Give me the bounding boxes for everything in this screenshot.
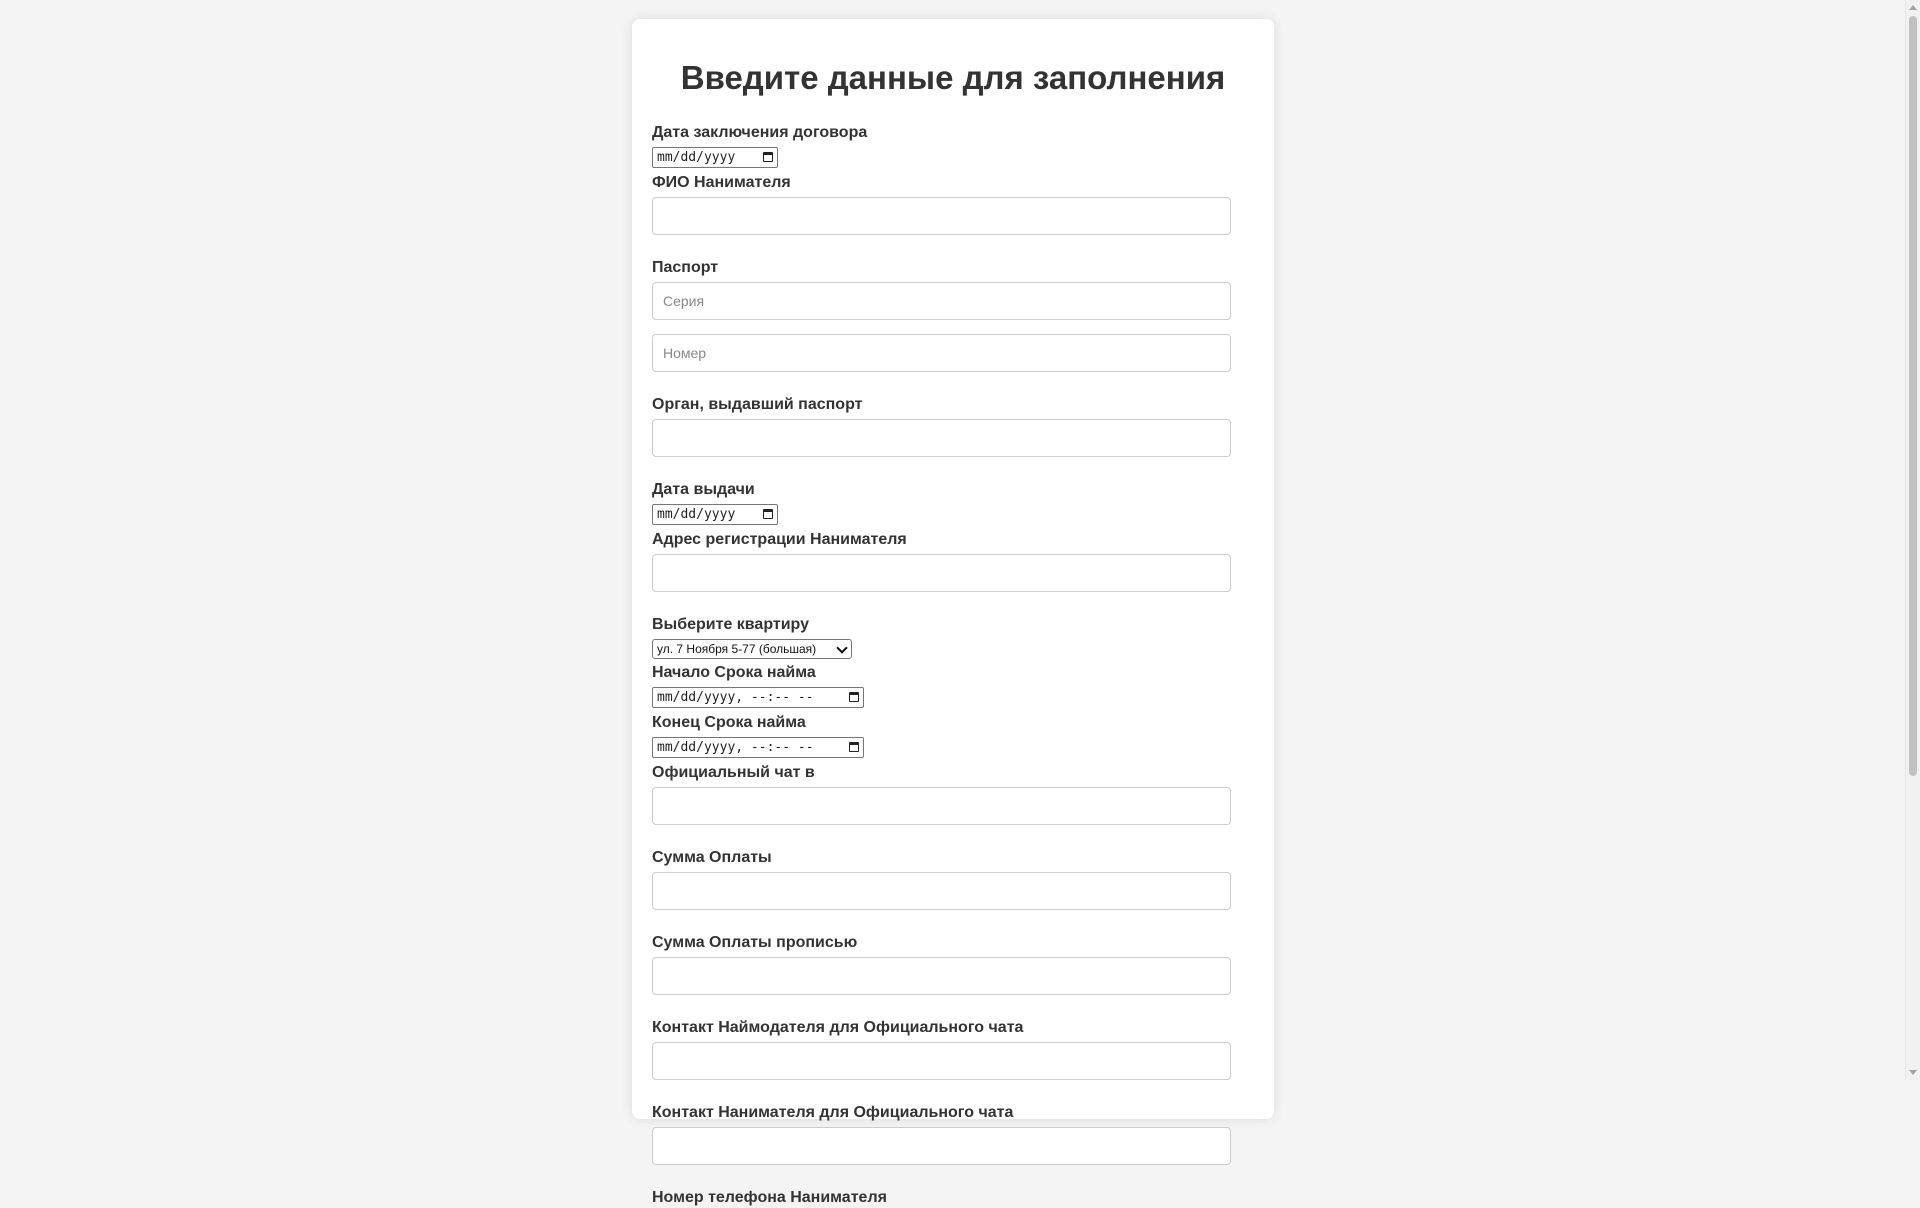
payment-sum-words-label: Сумма Оплаты прописью xyxy=(652,934,858,951)
page-title: Введите данные для заполнения xyxy=(680,59,1226,96)
tenant-name-input[interactable] xyxy=(652,197,1231,235)
tenant-contact-label: Контакт Нанимателя для Официального чата xyxy=(652,1104,1014,1121)
payment-sum-input[interactable] xyxy=(652,872,1231,910)
term-end-input[interactable] xyxy=(652,737,864,758)
apartment-label: Выберите квартиру xyxy=(652,616,810,633)
chevron-down-icon xyxy=(836,642,847,653)
apartment-selected-value: ул. 7 Ноября 5-77 (большая) xyxy=(657,642,817,656)
term-start-input[interactable] xyxy=(652,687,864,708)
calendar-icon[interactable] xyxy=(849,692,859,702)
scrollbar-thumb[interactable] xyxy=(1909,16,1917,776)
tenant-contact-input[interactable] xyxy=(652,1127,1231,1165)
tenant-address-label: Адрес регистрации Нанимателя xyxy=(652,531,907,548)
passport-series-input[interactable] xyxy=(652,282,1231,320)
official-chat-label: Официальный чат в xyxy=(652,764,815,781)
apartment-select[interactable] xyxy=(652,639,852,659)
term-start-label: Начало Срока найма xyxy=(652,664,816,681)
scroll-down-icon[interactable] xyxy=(1909,1070,1917,1075)
term-end-label: Конец Срока найма xyxy=(652,714,806,731)
payment-sum-words-input[interactable] xyxy=(652,957,1231,995)
scroll-up-icon[interactable] xyxy=(1909,5,1917,10)
issue-date-value: mm/dd/yyyy xyxy=(657,507,736,522)
passport-number-input[interactable] xyxy=(652,334,1231,372)
tenant-phone-label: Номер телефона Нанимателя xyxy=(652,1189,887,1206)
issue-date-label: Дата выдачи xyxy=(652,481,755,498)
tenant-address-input[interactable] xyxy=(652,554,1231,592)
contract-date-value: mm/dd/yyyy xyxy=(657,150,736,165)
term-end-value: mm/dd/yyyy, --:-- -- xyxy=(657,740,814,755)
passport-label: Паспорт xyxy=(652,259,719,276)
tenant-name-label: ФИО Нанимателя xyxy=(652,174,791,191)
contract-date-label: Дата заключения договора xyxy=(652,124,868,141)
calendar-icon[interactable] xyxy=(763,509,773,519)
issued-by-input[interactable] xyxy=(652,419,1231,457)
contract-date-input[interactable] xyxy=(652,147,778,168)
landlord-contact-label: Контакт Наймодателя для Официального чата xyxy=(652,1019,1024,1036)
form-card xyxy=(632,19,1274,1206)
calendar-icon[interactable] xyxy=(763,152,773,162)
payment-sum-label: Сумма Оплаты xyxy=(652,849,772,866)
issue-date-input[interactable] xyxy=(652,504,778,525)
term-start-value: mm/dd/yyyy, --:-- -- xyxy=(657,690,814,705)
landlord-contact-input[interactable] xyxy=(652,1042,1231,1080)
vertical-scrollbar[interactable] xyxy=(1905,0,1920,1080)
issued-by-label: Орган, выдавший паспорт xyxy=(652,396,863,413)
calendar-icon[interactable] xyxy=(849,742,859,752)
official-chat-input[interactable] xyxy=(652,787,1231,825)
